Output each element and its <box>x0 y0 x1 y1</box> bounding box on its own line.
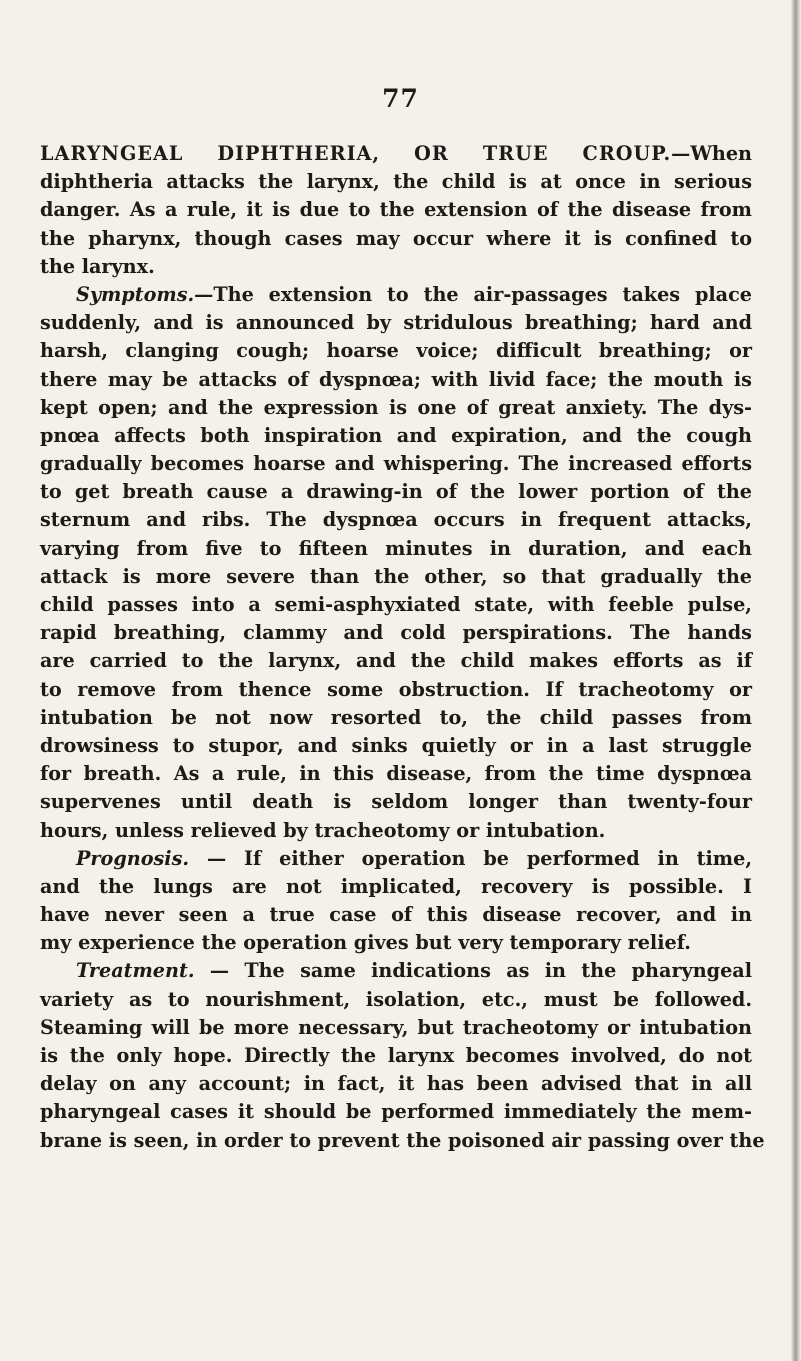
text-line: LARYNGEAL DIPHTHERIA, OR TRUE CROUP.—When <box>40 142 752 165</box>
section-heading-laryngeal-diphtheria: LARYNGEAL DIPHTHERIA, OR TRUE CROUP. <box>40 142 672 165</box>
text-line: pnœa affects both inspiration and expiration, and the cough <box>40 423 752 447</box>
text-line: my experience the operation gives but very temporary relief. <box>40 931 691 955</box>
text-line: brane is seen, in order to prevent the poisoned air passing over the <box>40 1128 765 1152</box>
subheading-symptoms: Symptoms. <box>76 282 195 306</box>
text-line: variety as to nourishment, isolation, etc., must be followed. <box>40 987 752 1011</box>
text-line: Symptoms.—The extension to the air-passages takes place <box>76 282 752 306</box>
text-line: have never seen a true case of this disease recover, and in <box>40 903 752 927</box>
text-line: child passes into a semi-asphyxiated state, with feeble pulse, <box>40 593 752 616</box>
text-line: danger. As a rule, it is due to the extension of the disease from <box>40 198 752 222</box>
body-text <box>40 140 765 1155</box>
text-line: to get breath cause a drawing-in of the lower portion of the <box>40 480 752 504</box>
text-line: there may be attacks of dyspnœa; with livid face; the mouth is <box>40 367 752 391</box>
page-number: 77 <box>382 84 419 113</box>
text-line: for breath. As a rule, in this disease, from the time dyspnœa <box>40 762 752 786</box>
text-line: Prognosis. — If either operation be performed in time, <box>76 846 752 870</box>
text-line: pharyngeal cases it should be performed immediately the mem- <box>40 1100 752 1124</box>
page-edge-shadow <box>791 0 801 1361</box>
text-line: suddenly, and is announced by stridulous breathing; hard and <box>40 311 752 335</box>
text-line: intubation be not now resorted to, the child passes from <box>40 705 752 729</box>
text-line: attack is more severe than the other, so that gradually the <box>40 564 752 588</box>
subheading-treatment: Treatment. <box>76 959 195 983</box>
text-line: harsh, clanging cough; hoarse voice; difficult breathing; or <box>40 339 752 363</box>
text-line: drowsiness to stupor, and sinks quietly or in a last struggle <box>40 733 752 757</box>
text-line: rapid breathing, clammy and cold perspirations. The hands <box>40 621 752 645</box>
text-line: are carried to the larynx, and the child makes efforts as if <box>40 649 752 673</box>
text-line: sternum and ribs. The dyspnœa occurs in frequent attacks, <box>40 508 752 532</box>
text-line: diphtheria attacks the larynx, the child is at once in serious <box>40 170 752 194</box>
text-line: varying from five to fifteen minutes in duration, and each <box>40 536 752 560</box>
text-line: hours, unless relieved by tracheotomy or intubation. <box>40 818 606 842</box>
text-line: and the lungs are not implicated, recovery is possible. I <box>40 874 752 898</box>
text-line: supervenes until death is seldom longer than twenty-four <box>40 790 752 814</box>
text-line: Steaming will be more necessary, but tracheotomy or intubation <box>40 1015 752 1039</box>
text-line: delay on any account; in fact, it has been advised that in all <box>40 1072 752 1096</box>
text-line: gradually becomes hoarse and whispering. The increased efforts <box>40 452 752 476</box>
subheading-prognosis: Prognosis. <box>76 846 190 870</box>
text-line: the larynx. <box>40 254 155 278</box>
text-line: Treatment. — The same indications as in the pharyngeal <box>76 959 752 983</box>
text-line: the pharynx, though cases may occur where it is confined to <box>40 226 752 250</box>
text-line: kept open; and the expression is one of great anxiety. The dys- <box>40 395 752 419</box>
text-line: to remove from thence some obstruction. If tracheotomy or <box>40 677 752 701</box>
text-line: is the only hope. Directly the larynx becomes involved, do not <box>40 1044 752 1067</box>
